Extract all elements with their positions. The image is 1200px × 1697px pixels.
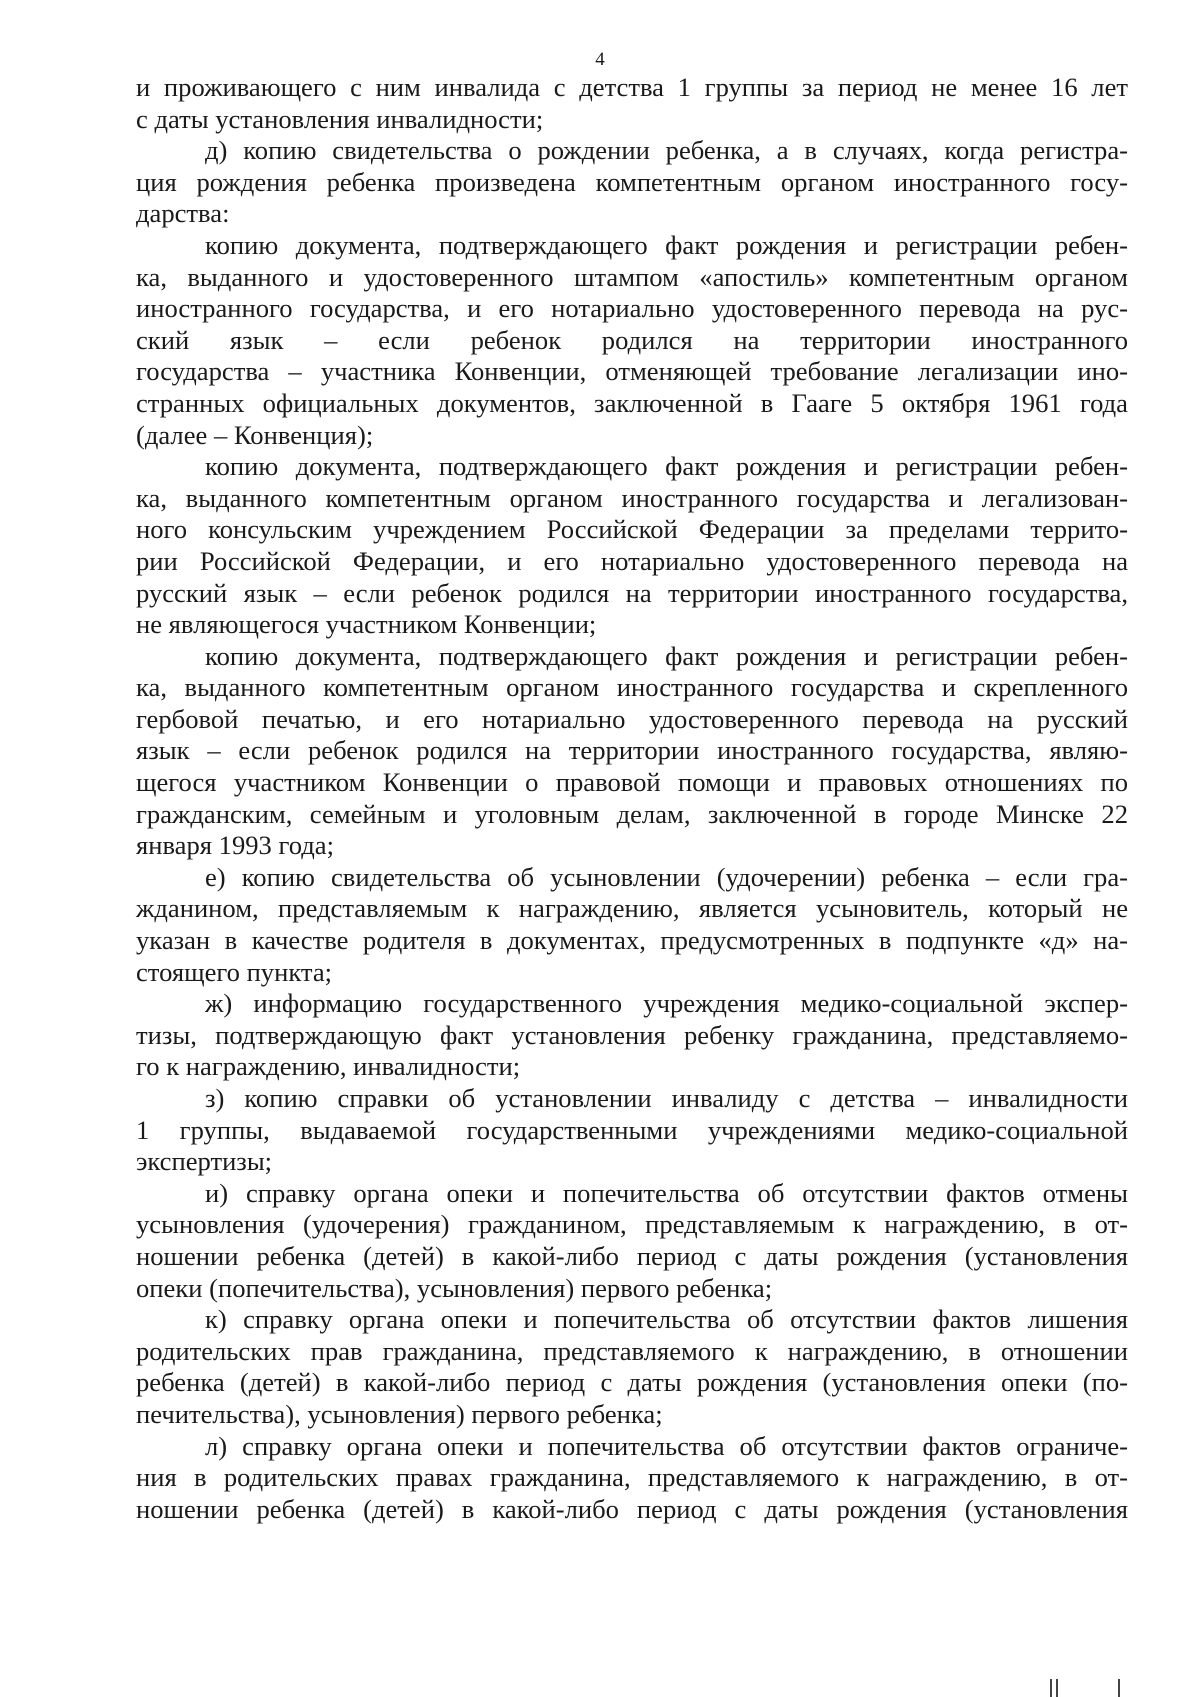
text-line: опеки (попечительства), усыновления) первого ребенка; — [136, 1272, 773, 1303]
text-line: стоящего пункта; — [136, 956, 333, 987]
text-line: ка, выданного и удостоверенного штампом «апостиль» компетентным органом — [136, 261, 1128, 292]
text-line: к) справку органа опеки и попечительства об отсутствии фактов лишения — [205, 1304, 1128, 1335]
text-line: жданином, представляемым к награждению, является усыновитель, который не — [136, 893, 1128, 924]
text-line: го к награждению, инвалидности; — [136, 1051, 521, 1082]
text-line: русский язык – если ребенок родился на территории иностранного государства, — [136, 577, 1128, 608]
text-line: странных официальных документов, заключенной в Гааге 5 октября 1961 года — [136, 387, 1128, 418]
text-line: ного консульским учреждением Российской Федерации за пределами террито- — [136, 514, 1128, 545]
scan-edge-mark — [1056, 1679, 1058, 1697]
text-line: (далее – Конвенция); — [136, 419, 374, 450]
text-line: указан в качестве родителя в документах, предусмотренных в подпункте «д» на- — [136, 925, 1128, 956]
text-line: государства – участника Конвенции, отменяющей требование легализации ино- — [136, 356, 1128, 387]
text-line: дарства: — [136, 198, 230, 229]
text-line: ношении ребенка (детей) в какой-либо период с даты рождения (установления — [136, 1493, 1128, 1524]
scan-edge-mark — [1118, 1679, 1120, 1697]
text-line: д) копию свидетельства о рождении ребенка, а в случаях, когда регистра- — [205, 135, 1128, 166]
text-line: усыновления (удочерения) гражданином, представляемым к награждению, в от- — [136, 1209, 1128, 1240]
text-line: и) справку органа опеки и попечительства об отсутствии фактов отмены — [205, 1177, 1128, 1208]
text-line: не являющегося участником Конвенции; — [136, 609, 597, 640]
text-line: ский язык – если ребенок родился на территории иностранного — [136, 324, 1128, 355]
text-line: гербовой печатью, и его нотариально удостоверенного перевода на русский — [136, 703, 1128, 734]
document-body — [136, 72, 1128, 1525]
text-line: печительства), усыновления) первого ребенка; — [136, 1398, 663, 1429]
text-line: с даты установления инвалидности; — [136, 103, 544, 134]
text-line: копию документа, подтверждающего факт рождения и регистрации ребен- — [205, 229, 1128, 260]
text-line: экспертизы; — [136, 1146, 273, 1177]
text-line: ж) информацию государственного учреждения медико-социальной экспер- — [205, 988, 1128, 1019]
text-line: ния в родительских правах гражданина, представляемого к награждению, в от- — [136, 1462, 1128, 1493]
text-line: ребенка (детей) в какой-либо период с даты рождения (установления опеки (по- — [136, 1367, 1128, 1398]
text-line: язык – если ребенок родился на территории иностранного государства, являю- — [136, 735, 1128, 766]
text-line: иностранного государства, и его нотариально удостоверенного перевода на рус- — [136, 293, 1128, 324]
text-line: ношении ребенка (детей) в какой-либо период с даты рождения (установления — [136, 1240, 1128, 1271]
text-line: рии Российской Федерации, и его нотариально удостоверенного перевода на — [136, 545, 1128, 576]
text-line: тизы, подтверждающую факт установления ребенку гражданина, представляемо- — [136, 1019, 1128, 1050]
text-line: ция рождения ребенка произведена компетентным органом иностранного госу- — [136, 166, 1128, 197]
text-line: копию документа, подтверждающего факт рождения и регистрации ребен- — [205, 451, 1128, 482]
text-line: января 1993 года; — [136, 830, 334, 861]
text-line: л) справку органа опеки и попечительства об отсутствии фактов ограниче- — [205, 1430, 1128, 1461]
text-line: е) копию свидетельства об усыновлении (удочерении) ребенка – если гра- — [205, 861, 1128, 892]
text-line: копию документа, подтверждающего факт рождения и регистрации ребен- — [205, 640, 1128, 671]
text-line: гражданским, семейным и уголовным делам, заключенной в городе Минске 22 — [136, 798, 1128, 829]
text-line: родительских прав гражданина, представляемого к награждению, в отношении — [136, 1335, 1128, 1366]
scan-edge-mark — [1050, 1679, 1052, 1697]
text-line: щегося участником Конвенции о правовой помощи и правовых отношениях по — [136, 767, 1128, 798]
text-line: ка, выданного компетентным органом иностранного государства и скрепленного — [136, 672, 1128, 703]
text-line: з) копию справки об установлении инвалиду с детства – инвалидности — [205, 1083, 1128, 1113]
text-line: ка, выданного компетентным органом иностранного государства и легализован- — [136, 482, 1128, 513]
text-line: 1 группы, выдаваемой государственными учреждениями медико-социальной — [136, 1114, 1128, 1145]
text-line: и проживающего с ним инвалида с детства 1 группы за период не менее 16 лет — [136, 72, 1128, 102]
page-number: 4 — [595, 49, 605, 70]
